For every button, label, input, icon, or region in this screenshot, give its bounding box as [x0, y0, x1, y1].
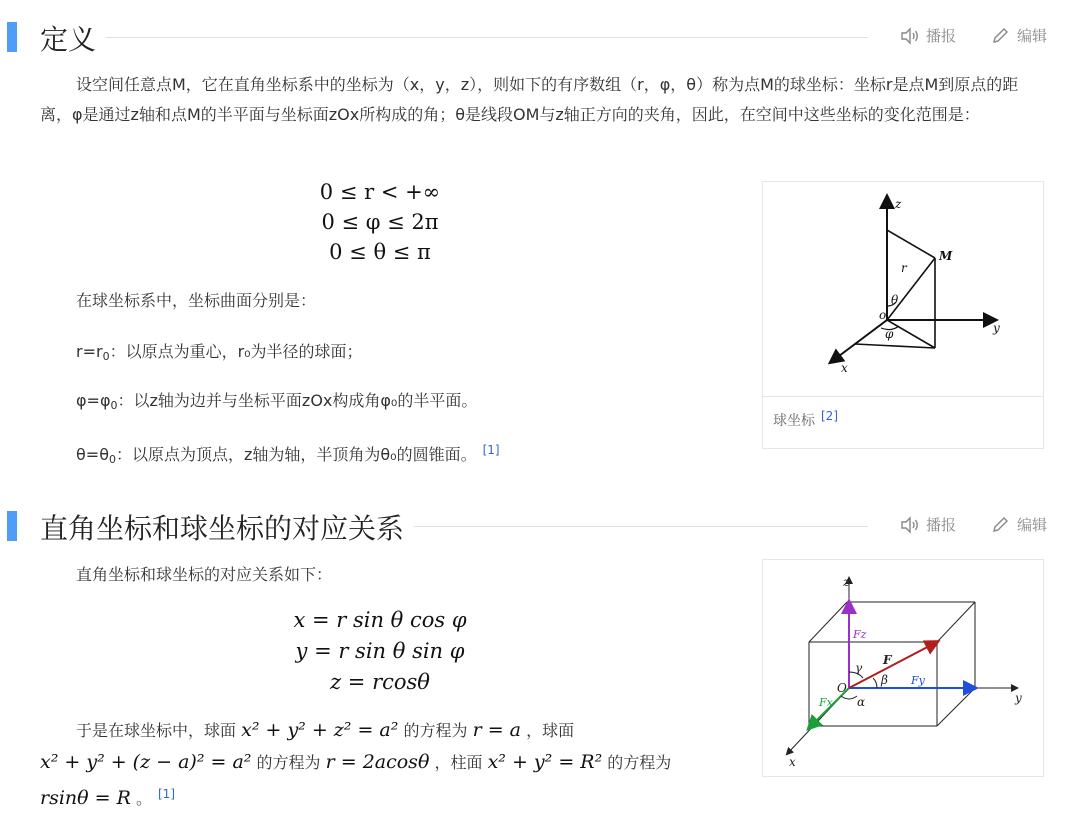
- text-d: ，柱面: [434, 753, 483, 772]
- pencil-icon: [991, 27, 1011, 45]
- alpha-label: α: [857, 695, 866, 709]
- reference-link[interactable]: [1]: [482, 443, 500, 457]
- eq-sphere: x² + y² + z² = a²: [241, 719, 399, 741]
- spherical-coordinates-figure: [762, 181, 1044, 449]
- section-accent-bar: [7, 22, 17, 52]
- text-e: 。: [135, 789, 152, 808]
- radius-label: r: [901, 261, 907, 275]
- surface-phi-text: ：以z轴为边并与坐标平面zOx构成角φ₀的半平面。: [117, 391, 478, 410]
- axis-x-label: x: [789, 755, 796, 769]
- section-header-correspondence: [0, 504, 1080, 548]
- reference-link[interactable]: [1]: [158, 787, 175, 801]
- eq-rsin: rsinθ = R: [40, 787, 131, 809]
- origin-label: O: [837, 681, 847, 695]
- eq-r-2acos: r = 2acosθ: [325, 751, 430, 773]
- axis-x-label: x: [841, 361, 848, 375]
- axis-z-label: z: [843, 575, 850, 589]
- force-fz-label: Fz: [853, 628, 867, 641]
- definition-paragraph: 设空间任意点M，它在直角坐标系中的坐标为（x，y，z），则如下的有序数组（r，φ，θ）称为点M的球坐标：坐标r是点M到原点的距离，φ是通过z轴和点M的半平面与坐标面zOx所构成的角；θ是线段OM与z轴正方向的夹角，因此，在空间中这些坐标的变化范围是：: [40, 75, 1019, 124]
- eq-cylinder: x² + y² = R²: [487, 751, 603, 773]
- range-r-text: 0 ≤ r < +∞: [319, 180, 441, 204]
- figure-reference-link[interactable]: [2]: [821, 409, 838, 423]
- force-components-diagram: [763, 560, 1045, 778]
- section-title: 定义: [40, 23, 97, 56]
- spherical-coordinates-diagram: [763, 182, 1045, 397]
- equations-line-1: [76, 715, 574, 746]
- section-header-definition: [0, 15, 1080, 59]
- force-components-figure: [762, 559, 1044, 777]
- edit-button[interactable]: [991, 25, 1047, 46]
- gamma-label: γ: [855, 661, 863, 675]
- origin-label: o: [879, 308, 887, 322]
- speaker-icon: [900, 27, 920, 45]
- speaker-icon: [900, 516, 920, 534]
- surface-theta-text: ：以原点为顶点，z轴为轴，半顶角为θ₀的圆锥面。: [115, 445, 477, 464]
- surfaces-intro: 在球坐标系中，坐标曲面分别是：: [76, 291, 317, 310]
- formula-y-text: y = r sin θ sin φ: [295, 639, 465, 663]
- text-a: 于是在球坐标中，球面: [76, 721, 237, 740]
- text-b: 的方程为: [403, 721, 468, 740]
- formula-z-text: z = rcosθ: [330, 670, 430, 694]
- figure-caption-text: 球坐标: [773, 413, 815, 429]
- equations-line-3: [40, 779, 175, 814]
- beta-label: β: [881, 673, 888, 687]
- range-r: [250, 180, 510, 204]
- figure-caption: [763, 396, 1043, 448]
- section-accent-bar: [7, 511, 17, 541]
- broadcast-button[interactable]: [900, 514, 956, 535]
- section-divider: [414, 526, 868, 527]
- edit-button[interactable]: [991, 514, 1047, 535]
- force-f-label: F: [883, 653, 892, 667]
- text-b: 的方程为: [256, 753, 321, 772]
- eq-sphere-shifted: x² + y² + (z − a)² = a²: [40, 751, 252, 773]
- equations-line-2: [40, 747, 671, 778]
- axis-y-label: y: [1015, 691, 1022, 705]
- edit-label: 编辑: [1017, 516, 1048, 534]
- axis-y-label: y: [993, 321, 1000, 335]
- axis-z-label: z: [895, 197, 902, 211]
- text-c: ，球面: [526, 721, 575, 740]
- range-phi-text: 0 ≤ φ ≤ 2π: [321, 210, 439, 234]
- point-m-label: M: [939, 249, 953, 263]
- eq-r-a: r = a: [472, 719, 521, 741]
- range-theta-text: 0 ≤ θ ≤ π: [329, 240, 431, 264]
- formula-y: [250, 639, 510, 663]
- section-title: 直角坐标和球坐标的对应关系: [40, 512, 405, 545]
- surface-r: $r=r_0$：以原点为重心，r₀为半径的球面；: [76, 342, 363, 363]
- correspondence-intro: 直角坐标和球坐标的对应关系如下：: [76, 565, 333, 584]
- broadcast-button[interactable]: [900, 25, 956, 46]
- surface-theta: $\theta=\theta_0$：以原点为顶点，z轴为轴，半顶角为θ₀的圆锥面。 [1]: [76, 443, 500, 466]
- surface-phi: $\varphi=\varphi_0$：以z轴为边并与坐标平面zOx构成角φ₀的半平面。: [76, 391, 478, 412]
- edit-label: 编辑: [1017, 27, 1048, 45]
- range-phi: [250, 210, 510, 234]
- phi-label: φ: [885, 327, 894, 341]
- force-fx-label: Fx: [819, 696, 833, 709]
- range-theta: [250, 240, 510, 264]
- surface-r-text: ：以原点为重心，r₀为半径的球面；: [109, 342, 363, 361]
- broadcast-label: 播报: [926, 27, 957, 45]
- formula-x-text: x = r sin θ cos φ: [293, 608, 467, 632]
- theta-label: θ: [891, 293, 899, 307]
- formula-z: [250, 670, 510, 694]
- formula-x: [250, 608, 510, 632]
- force-fy-label: Fy: [911, 674, 925, 687]
- section-divider: [106, 37, 868, 38]
- text-b: 的方程为: [607, 753, 672, 772]
- broadcast-label: 播报: [926, 516, 957, 534]
- pencil-icon: [991, 516, 1011, 534]
